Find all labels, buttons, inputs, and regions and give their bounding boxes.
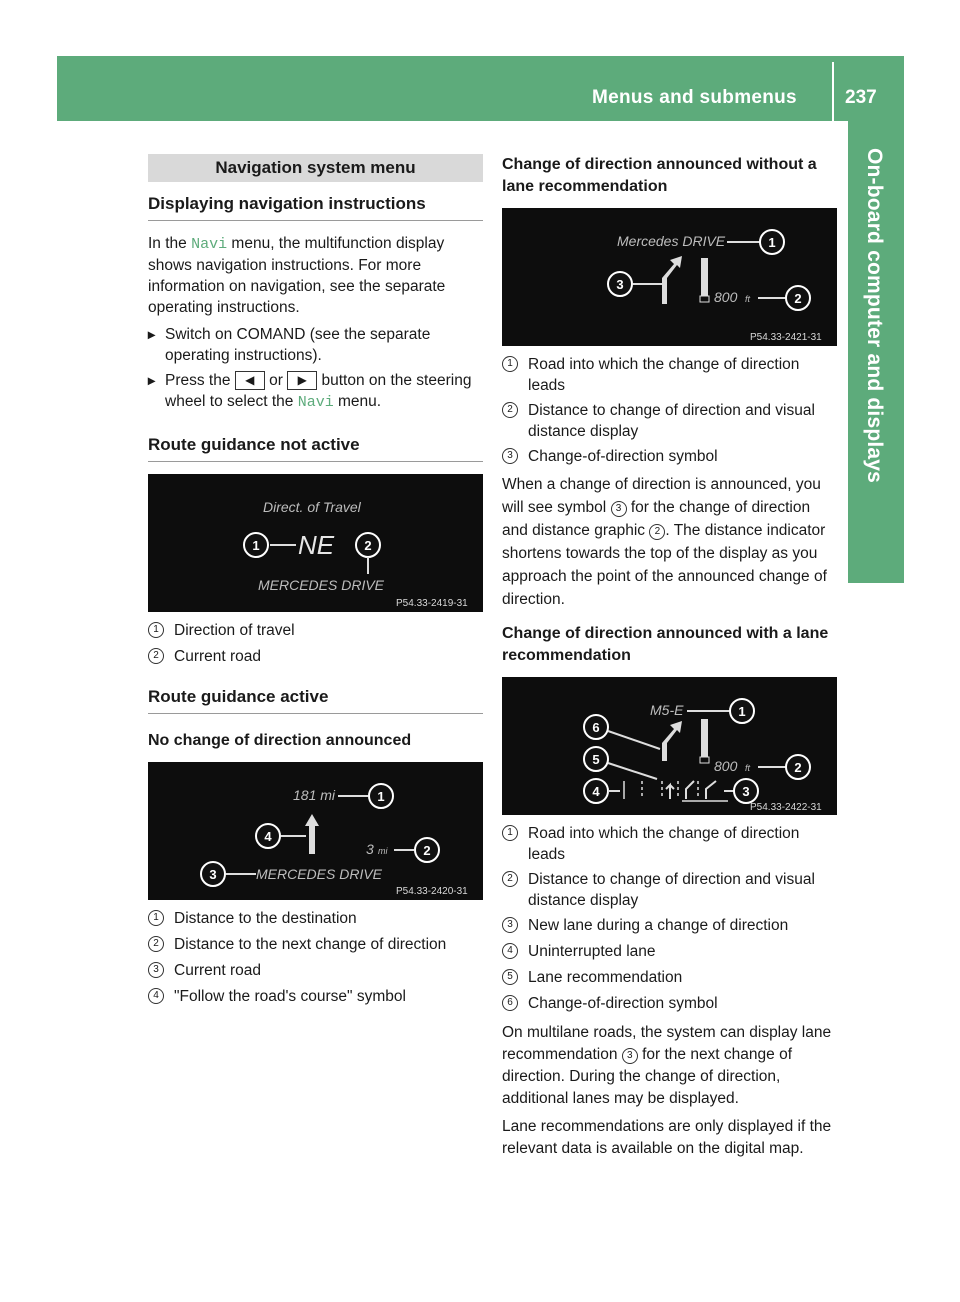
legend-item: 6 Change-of-direction symbol [502, 993, 837, 1014]
figure-no-change-direction [148, 762, 483, 900]
svg-text:2: 2 [423, 843, 431, 858]
svg-text:4: 4 [592, 784, 600, 799]
turn-right-icon [662, 256, 682, 304]
heading-guidance-active: Route guidance active [148, 687, 483, 714]
straight-arrow-icon [309, 824, 315, 854]
svg-text:MERCEDES DRIVE: MERCEDES DRIVE [256, 866, 383, 882]
svg-text:4: 4 [264, 829, 272, 844]
legend-item: 1 Direction of travel [148, 620, 483, 641]
step-arrow-icon: ▸ [148, 372, 156, 388]
heading-displaying-instructions: Displaying navigation instructions [148, 194, 483, 221]
header-divider [832, 62, 834, 121]
page-number: 237 [845, 87, 877, 108]
legend-item: 3 New lane during a change of direction [502, 915, 837, 936]
legend-item: 5 Lane recommendation [502, 967, 837, 988]
svg-text:2: 2 [794, 291, 802, 306]
legend-item: 2 Distance to change of direction and visual distance display [502, 400, 837, 442]
legend-item: 2 Current road [148, 646, 483, 667]
step-press-button: ▸ Press the ◀ or ▶ button on the steering wheel to select the Navi menu. [148, 372, 472, 411]
svg-text:3: 3 [616, 277, 624, 292]
svg-text:ft: ft [745, 763, 751, 773]
fig1-title: Direct. of Travel [263, 499, 361, 515]
heading-change-with-lane: Change of direction announced with a lane recommendation [502, 625, 829, 664]
svg-text:800: 800 [714, 758, 738, 774]
paragraph-lane-availability: Lane recommendations are only displayed if the relevant data is available on the digital map. [502, 1118, 832, 1157]
legend-item: 2 Distance to the next change of direction [148, 934, 483, 955]
fig2-distance: 181 mi [293, 787, 336, 803]
legend-item: 3 Current road [148, 960, 483, 981]
svg-text:1: 1 [252, 538, 260, 553]
step-switch-on: ▸ Switch on COMAND (see the separate operating instructions). [148, 326, 431, 364]
legend-item: 3 Change-of-direction symbol [502, 446, 837, 467]
right-column [502, 154, 837, 1160]
chapter-label: On-board computer and displays [863, 148, 886, 484]
svg-text:P54.33-2422-31: P54.33-2422-31 [750, 802, 822, 813]
svg-text:M5-E: M5-E [650, 702, 684, 718]
distance-bar-icon [701, 258, 708, 296]
svg-text:5: 5 [592, 752, 600, 767]
legend-item: 4 "Follow the road's course" symbol [148, 986, 483, 1007]
svg-text:3: 3 [209, 867, 217, 882]
left-arrow-key-icon: ◀ [235, 371, 265, 390]
figure-direction-of-travel [148, 474, 483, 612]
intro-paragraph: In the Navi menu, the multifunction display shows navigation instructions. For more information on navigation, see the separate operating instructions. [148, 235, 446, 316]
left-column [148, 154, 483, 1007]
svg-text:800: 800 [714, 289, 738, 305]
chapter-tab-block [848, 541, 904, 583]
svg-text:2: 2 [364, 538, 372, 553]
legend-item: 1 Distance to the destination [148, 908, 483, 929]
legend-item: 1 Road into which the change of direction leads [502, 823, 837, 865]
legend-item: 1 Road into which the change of direction leads [502, 354, 837, 396]
svg-text:ft: ft [745, 294, 751, 304]
svg-text:6: 6 [592, 720, 600, 735]
svg-text:3: 3 [366, 841, 374, 857]
section-bar: Navigation system menu [148, 154, 483, 182]
heading-change-without-lane: Change of direction announced without a lane recommendation [502, 156, 817, 195]
heading-guidance-not-active: Route guidance not active [148, 435, 483, 462]
section-title: Menus and submenus [592, 87, 797, 108]
svg-text:1: 1 [377, 789, 385, 804]
legend-item: 2 Distance to change of direction and visual distance display [502, 869, 837, 911]
fig1-direction: NE [298, 530, 335, 560]
figure-change-without-lane [502, 208, 837, 346]
turn-right-icon [662, 721, 682, 761]
figure-change-with-lane [502, 677, 837, 815]
svg-text:P54.33-2420-31: P54.33-2420-31 [396, 886, 468, 897]
svg-text:1: 1 [768, 235, 776, 250]
svg-text:1: 1 [738, 704, 746, 719]
step-arrow-icon: ▸ [148, 326, 156, 342]
svg-text:P54.33-2421-31: P54.33-2421-31 [750, 332, 822, 343]
svg-text:Mercedes DRIVE: Mercedes DRIVE [617, 233, 726, 249]
paragraph-announcement: When a change of direction is announced, you will see symbol 3 for the change of direction and distance graphic 2 . The distance indicator shortens towards the top of the display as you approach the point of the announced change of direction. [502, 476, 827, 608]
svg-text:mi: mi [378, 846, 388, 856]
svg-text:2: 2 [794, 760, 802, 775]
svg-text:3: 3 [742, 784, 750, 799]
fig1-road: MERCEDES DRIVE [258, 577, 385, 593]
distance-bar-icon [701, 719, 708, 757]
legend-item: 4 Uninterrupted lane [502, 941, 837, 962]
right-arrow-key-icon: ▶ [287, 371, 317, 390]
heading-no-change: No change of direction announced [148, 732, 412, 749]
fig1-code: P54.33-2419-31 [396, 598, 468, 609]
paragraph-multilane: On multilane roads, the system can display lane recommendation 3 for the next change of direction. During the change of direction, additional lanes may be displayed. [502, 1024, 832, 1107]
